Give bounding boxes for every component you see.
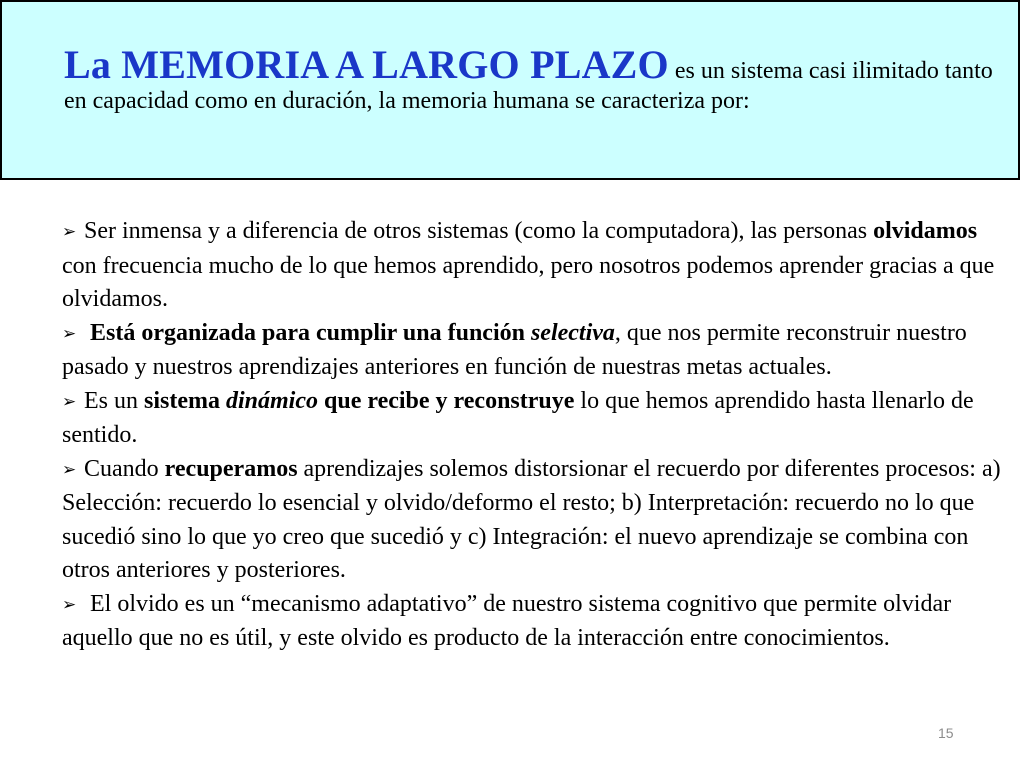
bullet-text: El olvido es un “mecanismo adaptativo” de nuestro sistema cognitivo que permite olvidar aquello que no es útil, y este olvido es producto de la interacción entre conocimientos. — [62, 590, 952, 651]
arrow-bullet-icon: ➢ — [62, 222, 77, 242]
bullet-text: lo que hemos aprendido hasta llenarlo de sentido. — [62, 387, 974, 448]
bullet-list — [62, 215, 1017, 656]
arrow-bullet-icon: ➢ — [62, 594, 77, 615]
bullet-item — [62, 385, 1017, 453]
title-heading: La MEMORIA A LARGO PLAZO — [64, 42, 669, 87]
bullet-item — [62, 588, 1017, 656]
slide-title — [64, 42, 1014, 116]
arrow-bullet-icon: ➢ — [62, 391, 77, 412]
bullet-text: con frecuencia mucho de lo que hemos aprendido, pero nosotros podemos aprender gracias a que olvidamos. — [62, 252, 995, 312]
bullet-text-bold: que recibe y reconstruye — [318, 387, 575, 414]
arrow-bullet-icon: ➢ — [62, 459, 77, 480]
bullet-text: , que nos permite reconstruir nuestro pasado y nuestros aprendizajes anteriores en función de nuestras metas actuales. — [62, 319, 967, 380]
bullet-text: Cuando — [84, 455, 165, 482]
bullet-item — [62, 317, 1017, 385]
title-description: es un sistema casi ilimitado tanto en capacidad como en duración, la memoria humana se caracteriza por: — [64, 58, 993, 114]
bullet-text-bold: Está organizada para cumplir una función — [84, 319, 531, 346]
bullet-text-bold-italic: selectiva — [530, 319, 615, 346]
bullet-item — [62, 215, 1017, 317]
bullet-text: Ser inmensa y a diferencia de otros sistemas (como la computadora), las personas — [84, 218, 874, 244]
bullet-text-bold-italic: dinámico — [225, 387, 318, 414]
arrow-bullet-icon: ➢ — [62, 323, 77, 344]
title-box — [0, 0, 1020, 180]
bullet-text-bold: sistema — [144, 387, 226, 414]
bullet-text: Es un — [84, 387, 144, 414]
page-number: 15 — [938, 725, 954, 741]
bullet-item — [62, 453, 1017, 588]
bullet-text-bold: olvidamos — [873, 218, 978, 244]
bullet-text: aprendizajes solemos distorsionar el recuerdo por diferentes procesos: a) Selección: recuerdo lo esencial y olvido/deformo el resto; b) Interpretación: recuerdo no lo que sucedió sino lo que yo creo que sucedió y c) Integración: el nuevo aprendizaje se combina con otros anteriores y posteriores. — [62, 455, 1001, 583]
bullet-text-bold: recuperamos — [164, 455, 298, 482]
